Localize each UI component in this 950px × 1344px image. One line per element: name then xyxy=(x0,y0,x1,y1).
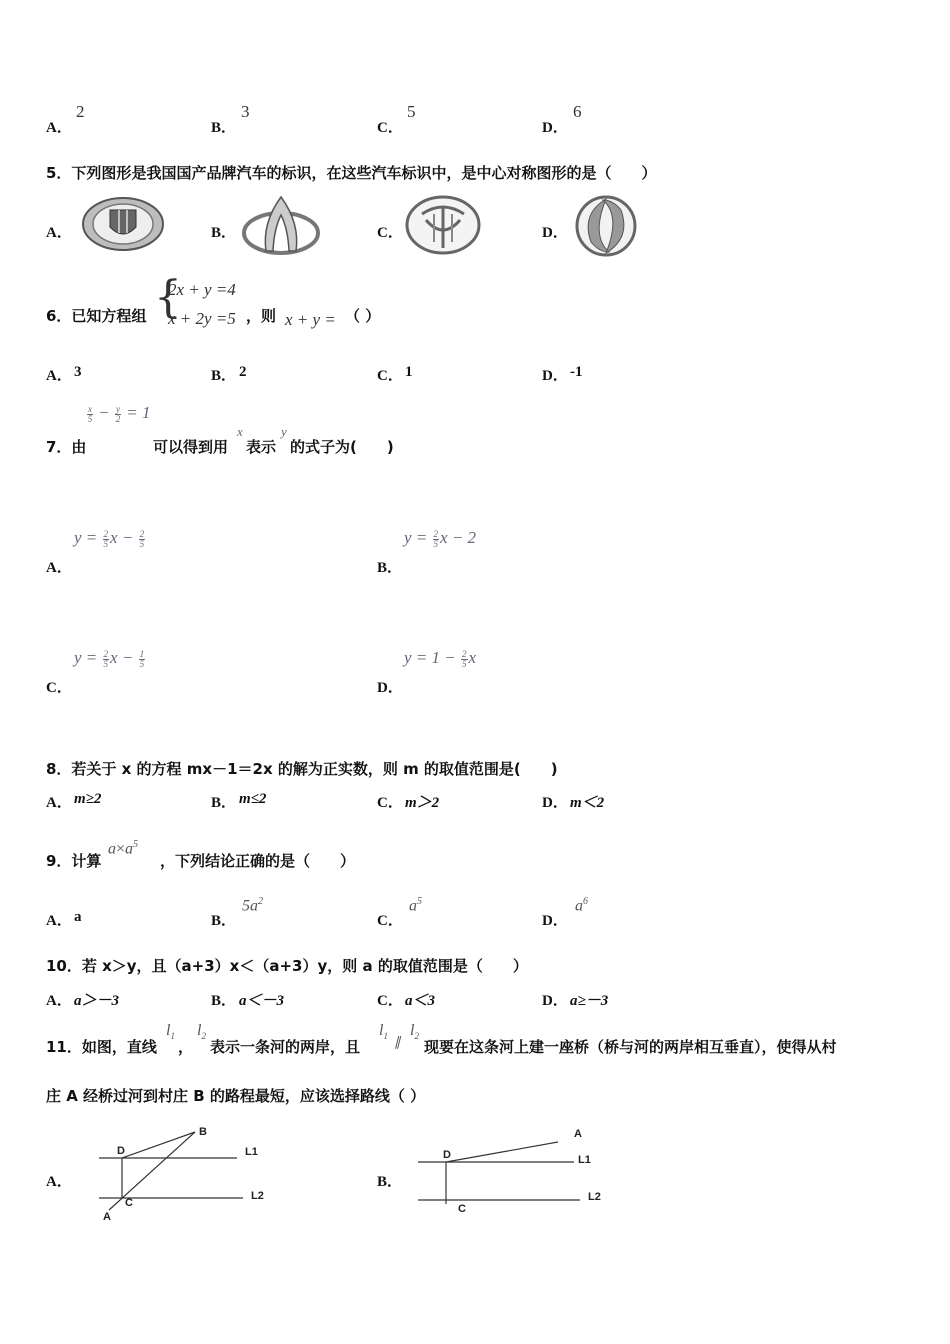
q4-option-c-label: C． xyxy=(377,120,403,136)
q7-eq-rhs: = 1 xyxy=(126,403,151,422)
segment-db xyxy=(122,1132,195,1158)
q6-equation-2: x + 2y =5 xyxy=(168,309,236,328)
point-c-label: C xyxy=(125,1197,133,1209)
q7-option-c-formula: y = $\frac{2}{5}$ x − $\frac{1}{5}$ xyxy=(74,648,145,669)
car-logo-d-icon xyxy=(573,194,639,258)
q8-option-d-label: D． xyxy=(542,795,568,811)
q6-option-c-label: C． xyxy=(377,368,403,384)
q10-option-b-value: a＜－3 xyxy=(239,993,285,1009)
q11-diagram-a xyxy=(95,1120,285,1226)
q7-given-equation: $\frac{x}{5}$ − $\frac{y}{2}$ = 1 xyxy=(87,403,151,424)
q7-var-x: x xyxy=(237,424,243,439)
q8-option-a-label: A． xyxy=(46,795,72,811)
q7-text-4: 的式子为( ) xyxy=(290,438,394,456)
q7-option-b-formula: y = $\frac{2}{5}$ x − 2 xyxy=(404,528,477,549)
q11-l2: $l_2$ xyxy=(197,1022,206,1042)
q11-parallel: ∥ xyxy=(394,1034,401,1049)
q5-option-d-label: D． xyxy=(542,225,568,241)
q9-option-d-label: D． xyxy=(542,913,568,929)
q7-option-d-formula: y = 1 − $\frac{2}{5}$ x xyxy=(404,648,477,669)
q10-question-text: 10．若 x＞y，且（a+3）x＜（a+3）y，则 a 的取值范围是（ ） xyxy=(46,957,528,975)
q4-option-d-value: 6 xyxy=(573,102,582,121)
q7-option-d-label: D． xyxy=(377,680,403,696)
q11-l2-b: $l_2$ xyxy=(410,1022,419,1042)
q6-option-a-label: A． xyxy=(46,368,72,384)
q7-option-b-label: B． xyxy=(377,560,403,576)
q10-option-d-label: D． xyxy=(542,993,568,1009)
q11-text-1: 11．如图，直线 xyxy=(46,1038,157,1056)
q6-prefix: 6．已知方程组 xyxy=(46,307,147,325)
l1-label: L1 xyxy=(245,1146,258,1158)
q4-option-a-label: A． xyxy=(46,120,72,136)
q7-text-2: 可以得到用 xyxy=(153,438,229,456)
q4-option-d-label: D． xyxy=(542,120,568,136)
q11-l1-b: $l_1$ xyxy=(379,1022,388,1042)
car-logo-b-icon xyxy=(240,193,322,259)
l2-label: L2 xyxy=(251,1190,264,1202)
point-a-label: A xyxy=(103,1211,111,1223)
q11-text-line2: 庄 A 经桥过河到村庄 B 的路程最短，应该选择路线（ ） xyxy=(46,1087,426,1105)
q8-option-a-value: m≥2 xyxy=(74,791,102,807)
q11-option-b-label: B． xyxy=(377,1174,403,1190)
q6-brace: { xyxy=(154,272,182,323)
q9-option-a-value: a xyxy=(74,909,82,925)
q5-option-b-label: B． xyxy=(211,225,237,241)
q6-suffix: （ ） xyxy=(345,307,381,325)
q11-diagram-b xyxy=(414,1120,614,1220)
q7-eq-num-2: y xyxy=(115,403,120,414)
q8-option-c-label: C． xyxy=(377,795,403,811)
q8-option-b-value: m≤2 xyxy=(239,791,267,807)
q11-comma: ， xyxy=(178,1038,194,1056)
q6-option-c-value: 1 xyxy=(405,364,413,380)
q7-option-a-label: A． xyxy=(46,560,72,576)
segment-da xyxy=(446,1142,558,1162)
q9-option-d-value: $a^6$ xyxy=(575,896,588,915)
q8-option-c-value: m＞2 xyxy=(405,795,440,811)
l2-label: L2 xyxy=(588,1191,601,1203)
q8-question-text: 8．若关于 x 的方程 mx－1＝2x 的解为正实数，则 m 的取值范围是( ) xyxy=(46,760,558,778)
q7-text-1: 7．由 xyxy=(46,438,87,456)
point-d-label: D xyxy=(443,1149,451,1161)
q6-option-a-value: 3 xyxy=(74,364,82,380)
q6-option-d-value: -1 xyxy=(570,364,583,380)
q6-mid: ，则 xyxy=(246,307,277,325)
q5-question-text: 5．下列图形是我国国产品牌汽车的标识，在这些汽车标识中，是中心对称图形的是（ ） xyxy=(46,164,657,182)
q4-option-b-value: 3 xyxy=(241,102,250,121)
q7-eq-num-1: x xyxy=(88,403,92,414)
q10-option-c-value: a＜3 xyxy=(405,993,436,1009)
q9-expression: $a\times a^5$ xyxy=(108,839,139,858)
q10-option-c-label: C． xyxy=(377,993,403,1009)
point-d-label: D xyxy=(117,1145,125,1157)
q10-option-a-value: a＞－3 xyxy=(74,993,120,1009)
point-b-label: B xyxy=(199,1126,207,1138)
q7-option-a-formula: y = $\frac{2}{5}$ x − $\frac{2}{5}$ xyxy=(74,528,145,549)
q6-option-d-label: D． xyxy=(542,368,568,384)
q9-option-c-label: C． xyxy=(377,913,403,929)
q9-option-b-label: B． xyxy=(211,913,237,929)
q5-option-c-label: C． xyxy=(377,225,403,241)
q4-option-c-value: 5 xyxy=(407,102,416,121)
q7-var-y: y xyxy=(281,424,287,439)
q10-option-d-value: a≥－3 xyxy=(570,993,609,1009)
q10-option-b-label: B． xyxy=(211,993,237,1009)
q11-text-3: 现要在这条河上建一座桥（桥与河的两岸相互垂直），使得从村 xyxy=(424,1038,837,1056)
q6-equation-1: 2x + y =4 xyxy=(168,280,236,299)
car-logo-a-icon xyxy=(80,195,166,253)
point-c-label: C xyxy=(458,1203,466,1215)
q10-option-a-label: A． xyxy=(46,993,72,1009)
q9-suffix: ，下列结论正确的是（ ） xyxy=(160,852,356,870)
q9-prefix: 9．计算 xyxy=(46,852,102,870)
q8-option-b-label: B． xyxy=(211,795,237,811)
q4-option-b-label: B． xyxy=(211,120,237,136)
q6-expression: x + y = xyxy=(285,310,336,329)
q5-option-a-label: A． xyxy=(46,225,72,241)
car-logo-c-icon xyxy=(404,194,482,256)
q6-option-b-value: 2 xyxy=(239,364,247,380)
point-a-label: A xyxy=(574,1128,582,1140)
q9-option-b-value: $5a^2$ xyxy=(242,896,263,915)
q11-l1: $l_1$ xyxy=(166,1022,175,1042)
q7-eq-den-2: 2 xyxy=(115,413,121,424)
q9-option-a-label: A． xyxy=(46,913,72,929)
q11-text-2: 表示一条河的两岸，且 xyxy=(210,1038,361,1056)
l1-label: L1 xyxy=(578,1154,591,1166)
q7-eq-den-1: 5 xyxy=(87,413,93,424)
q7-option-c-label: C． xyxy=(46,680,72,696)
q8-option-d-value: m＜2 xyxy=(570,795,605,811)
q6-option-b-label: B． xyxy=(211,368,237,384)
q9-option-c-value: $a^5$ xyxy=(409,896,422,915)
q7-text-3: 表示 xyxy=(246,438,277,456)
q4-option-a-value: 2 xyxy=(76,102,85,121)
q11-option-a-label: A． xyxy=(46,1174,72,1190)
